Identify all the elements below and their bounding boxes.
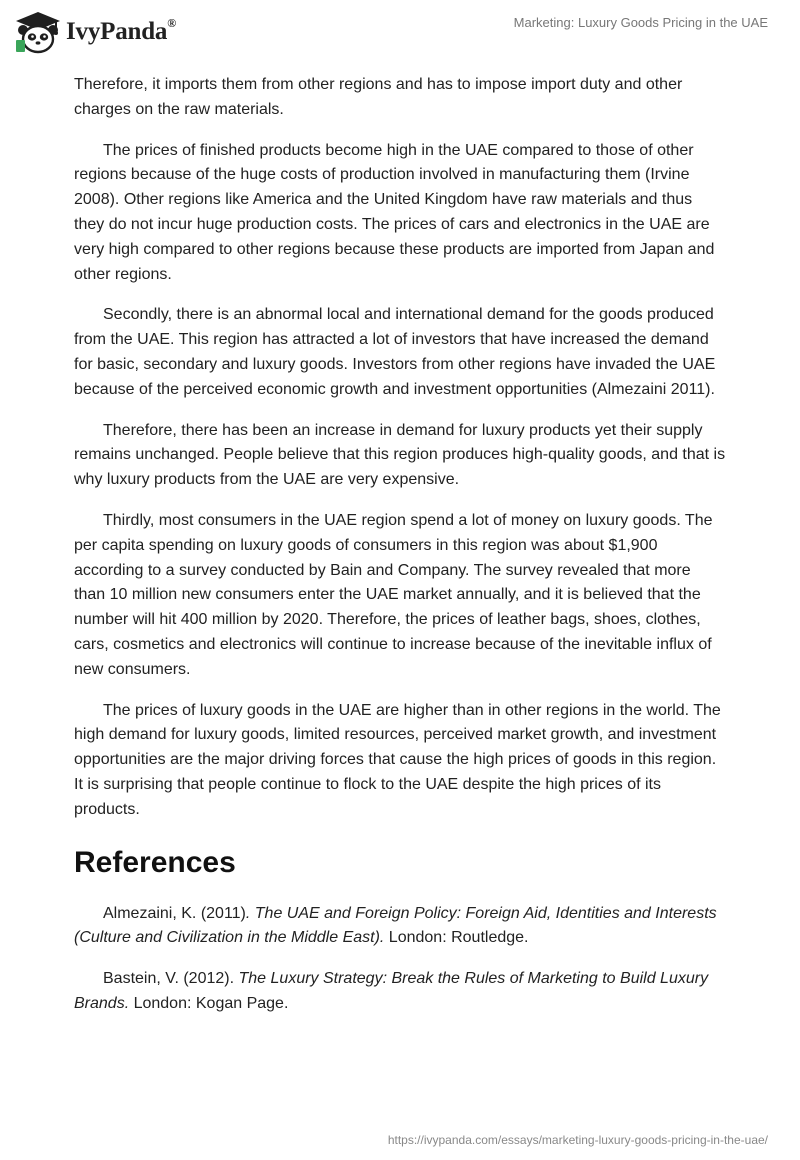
brand-name: IvyPanda® bbox=[66, 16, 176, 45]
paragraph: Secondly, there is an abnormal local and international demand for the goods produced from the UAE. This region has attracted a lot of investors that have increased the demand for basic, secondary and luxury goods. Investors from other regions have invaded the UAE because of the perceived economic growth and investment opportunities (Almezaini 2011). bbox=[74, 306, 716, 398]
reference-item: Bastein, V. (2012). The Luxury Strategy: Break the Rules of Marketing to Build Luxury Brands. London: Kogan Page. bbox=[74, 970, 709, 1012]
paragraph: The prices of finished products become high in the UAE compared to those of other regions because of the huge costs of production involved in manufacturing them (Irvine 2008). Other regions like America and the United Kingdom have raw materials and thus they do not incur huge production costs. The prices of cars and electronics in the UAE are very high compared to other regions because these products are imported from Japan and other regions. bbox=[74, 141, 715, 283]
paragraph: Thirdly, most consumers in the UAE region spend a lot of money on luxury goods. The per capita spending on luxury goods of consumers in this region was about $1,900 according to a survey conducted by Bain and Company. The survey revealed that more than 10 million new consumers enter the UAE market annually, and it is believed that the number will hit 400 million by 2020. Therefore, the prices of leather bags, shoes, clothes, cars, cosmetics and electronics will continue to increase because of the inevitable influx of new consumers. bbox=[74, 511, 713, 678]
references-heading: References bbox=[74, 845, 236, 879]
paragraph: Therefore, it imports them from other regions and has to impose import duty and other charges on the raw materials. bbox=[74, 76, 683, 118]
paragraph: Therefore, there has been an increase in demand for luxury products yet their supply remains unchanged. People believe that this region produces high-quality goods, and that is why luxury products from the UAE are very expensive. bbox=[74, 421, 726, 489]
panda-graduate-icon bbox=[14, 10, 62, 54]
essay-content bbox=[74, 73, 726, 1033]
brand-logo[interactable] bbox=[14, 8, 176, 56]
document-title: Marketing: Luxury Goods Pricing in the UAE bbox=[513, 15, 768, 30]
reference-item: Almezaini, K. (2011). The UAE and Foreign Policy: Foreign Aid, Identities and Interests (Culture and Civilization in the Middle East). London: Routledge. bbox=[74, 904, 717, 947]
source-url-link[interactable]: https://ivypanda.com/essays/marketing-luxury-goods-pricing-in-the-uae/ bbox=[387, 1133, 768, 1147]
paragraph: The prices of luxury goods in the UAE are higher than in other regions in the world. The high demand for luxury goods, limited resources, perceived market growth, and investment opportunities are the major driving forces that cause the high prices of goods in this region. It is surprising that people continue to flock to the UAE despite the high prices of its products. bbox=[74, 701, 721, 818]
